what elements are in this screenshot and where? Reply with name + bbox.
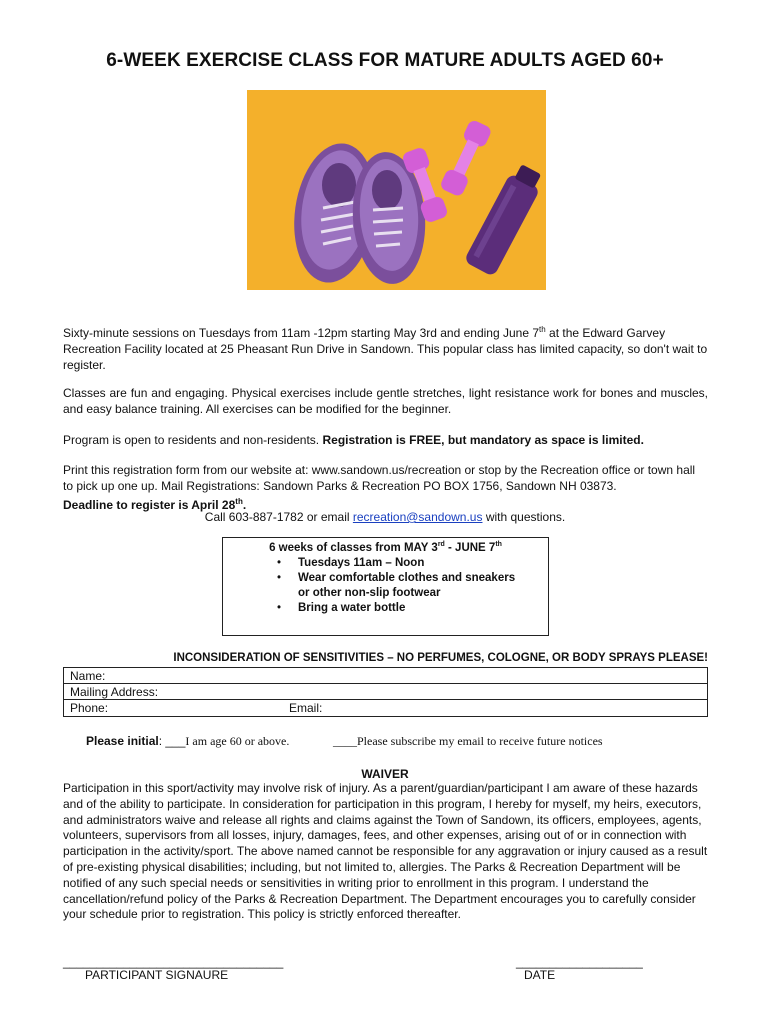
waiver-title: WAIVER (361, 767, 409, 781)
name-field[interactable]: Name: (70, 669, 106, 683)
page-title: 6-WEEK EXERCISE CLASS FOR MATURE ADULTS AGED 60+ (106, 50, 664, 71)
registration-form (63, 667, 708, 717)
intro-paragraph-2: Classes are fun and engaging. Physical exercises include gentle stretches, light resistance work for bones and muscles, and easy balance training. All exercises can be modified for the beginner. (63, 386, 708, 416)
list-item: • Bring a water bottle (298, 601, 548, 616)
initial-subscribe-blank[interactable]: ____ (333, 734, 357, 748)
exercise-photo (247, 90, 546, 290)
list-item: • Wear comfortable clothes and sneakers (298, 571, 548, 586)
sensitivities-notice: INCONSIDERATION OF SENSITIVITIES – NO PERFUMES, COLOGNE, OR BODY SPRAYS PLEASE! (173, 652, 708, 664)
class-info-box (222, 537, 549, 636)
contact-line: Call 603-887-1782 or email recreation@sandown.us with questions. (204, 510, 566, 524)
sneakers-dumbbells-bottle-illustration (247, 90, 546, 290)
class-info-title: 6 weeks of classes from MAY 3rd - JUNE 7th (269, 541, 502, 554)
signature-label: PARTICIPANT SIGNAURE (85, 968, 229, 982)
initial-subscribe: ____Please subscribe my email to receive future notices (333, 734, 603, 748)
address-field[interactable]: Mailing Address: (70, 685, 159, 699)
list-item-continuation: or other non-slip footwear (298, 586, 441, 599)
date-line[interactable]: ___________________ (516, 955, 643, 969)
email-link[interactable]: recreation@sandown.us (352, 510, 483, 524)
intro-paragraph-1: Sixty-minute sessions on Tuesdays from 11am -12pm starting May 3rd and ending June 7th at the Edward Garvey Recreation Facility located at 25 Pheasant Run Drive in Sandown. This popular class has limited capacity, so don't wait to register. (63, 325, 708, 372)
email-field[interactable]: Email: (289, 701, 323, 715)
date-label: DATE (524, 968, 556, 982)
initial-age: Please initial: ___I am age 60 or above. (86, 734, 290, 748)
phone-field[interactable]: Phone: (70, 701, 109, 715)
signature-line[interactable]: _________________________________ (63, 955, 284, 969)
intro-paragraph-4: Print this registration form from our website at: www.sandown.us/recreation or stop by the Recreation office or town hall to pick up one up. Mail Registrations: Sandown Parks & Recreation PO BOX 1756, Sandown NH 03873. Deadline to register is April 28th. (63, 463, 696, 512)
deadline-text: Deadline to register is April 28th. (63, 497, 247, 512)
waiver-text: Participation in this sport/activity may involve risk of injury. As a parent/guardian/participant I am aware of these hazards and of the ability to participate. In consideration for participation in this program, I hereby for myself, my heirs, executors, and administrators waive and release all rights and claims against the Town of Sandown, its officers, employees, agents, volunteers, supervisors from all losses, injury, damages, fees, and other expenses, arising out of or in connection with participation in the activity/sport. The above named cannot be responsible for any aggravation or injury caused as a result of pre-existing physical disabilities; including, but not limited to, allergies. The Parks & Recreation Department will be notified of any such special needs or sensitivities in writing prior to enrollment in this program. I understand the cancellation/refund policy of the Parks & Recreation Department. The Department encourages you to carefully consider your schedule prior to registration. This policy is strictly enforced thereafter. (63, 781, 708, 922)
intro-paragraph-3: Program is open to residents and non-residents. Registration is FREE, but mandatory as space is limited. (63, 433, 644, 447)
initial-age-blank[interactable]: ___ (165, 734, 186, 748)
list-item: • Tuesdays 11am – Noon (298, 556, 548, 571)
